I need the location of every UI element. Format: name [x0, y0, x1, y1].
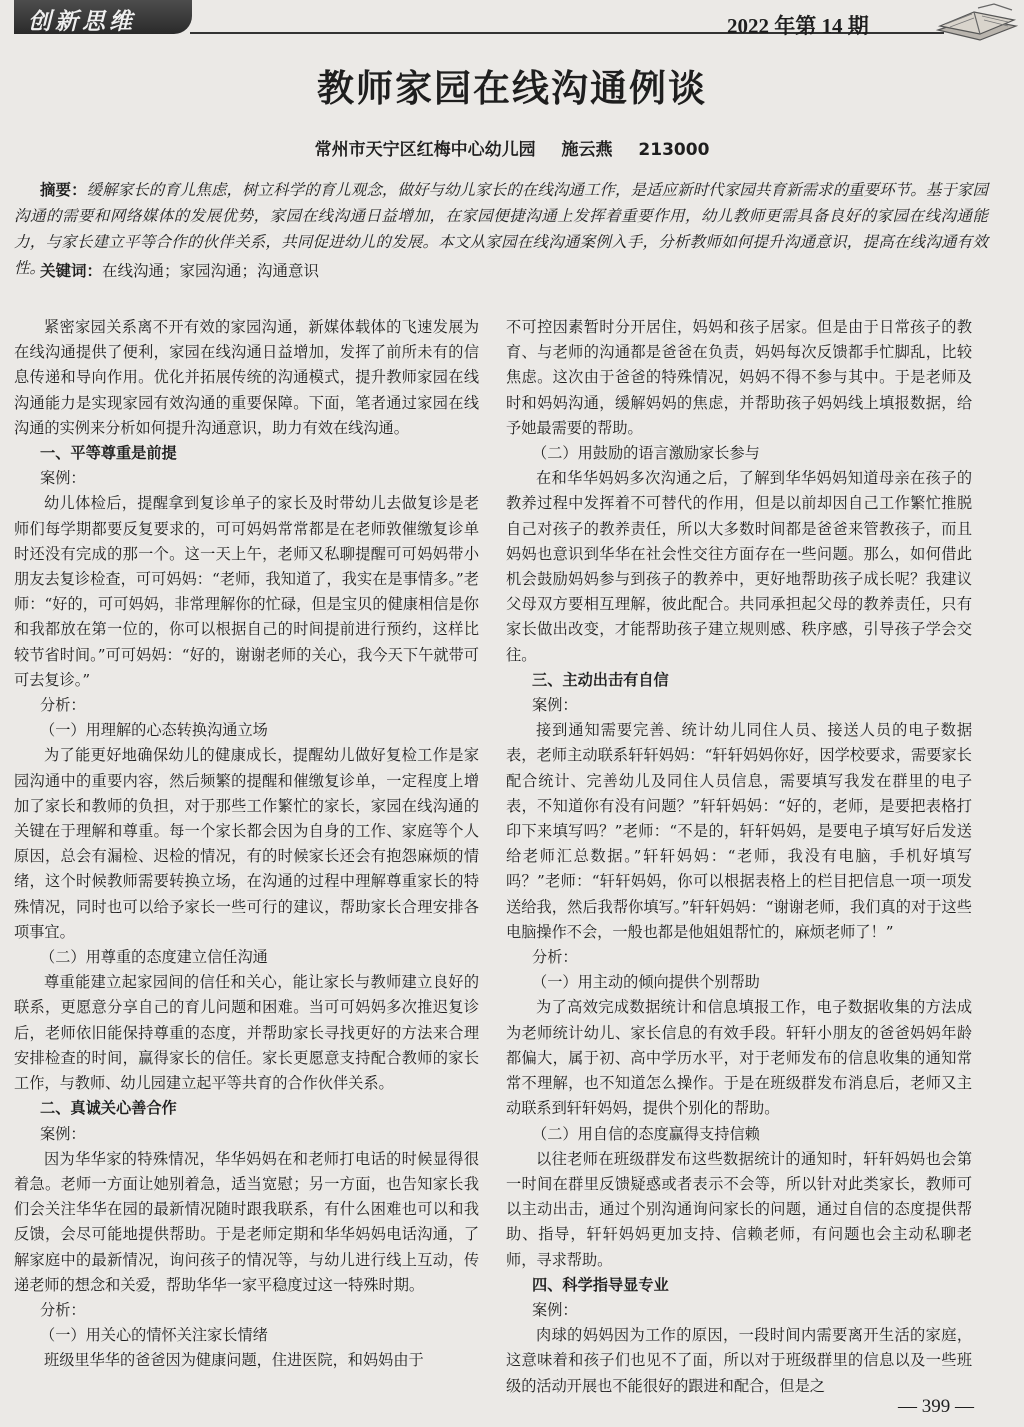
- label: 案例：: [40, 469, 86, 488]
- abstract-text: 缓解家长的育儿焦虑，树立科学的育儿观念，做好与幼儿家长的在线沟通工作，是适应新时代家园共育新需求的重要环节。基于家园沟通的需要和网络媒体的发展优势，家园在线沟通日益增加，在家园便捷沟通上发挥着重要作用，幼儿教师更需具备良好的家园在线沟通能力，与家长建立平等合作的伙伴关系，共同促进幼儿的发展。本文从家园在线沟通案例入手，分析教师如何提升沟通意识，提高在线沟通有效性。: [14, 181, 988, 277]
- label: 案例：: [532, 1300, 578, 1319]
- author-line: [0, 135, 1024, 160]
- paragraph: 为了高效完成数据统计和信息填报工作，电子数据收集的方法成为老师统计幼儿、家长信息的有效手段。轩轩小朋友的爸爸妈妈年龄都偏大，属于初、高中学历水平，对于老师发布的信息收集的通知常常不理解，也不知道怎么操作。于是在班级群发布消息后，老师又主动联系到轩轩妈妈，提供个别化的帮助。: [506, 998, 972, 1118]
- section-tag: [14, 0, 192, 34]
- section-heading: 二、真诚关心善合作: [40, 1099, 177, 1118]
- label: 分析：: [40, 1300, 86, 1319]
- label: 案例：: [40, 1124, 86, 1143]
- label: 分析：: [40, 696, 86, 715]
- subsection-heading: （一）用理解的心态转换沟通立场: [40, 721, 268, 740]
- paragraph: 因为华华家的特殊情况，华华妈妈在和老师打电话的时候显得很着急。老师一方面让她别着急，适当宽慰；另一方面，也告知家长我们会关注华华在园的最新情况随时跟我联系，有什么困难也可以和我反馈，会尽可能地提供帮助。于是老师定期和华华妈妈电话沟通，了解家庭中的最新情况，询问孩子的情况等，与幼儿进行线上互动，传递老师的想念和关爱，帮助华华一家平稳度过这一特殊时期。: [14, 1149, 479, 1294]
- paragraph: 班级里华华的爸爸因为健康问题，住进医院，和妈妈由于: [44, 1351, 424, 1370]
- section-heading: 三、主动出击有自信: [532, 670, 669, 689]
- subsection-heading: （二）用自信的态度赢得支持信赖: [532, 1124, 760, 1143]
- section-heading: 一、平等尊重是前提: [40, 444, 177, 463]
- abstract-label: 摘要：: [40, 181, 87, 199]
- author-organization: 常州市天宁区红梅中心幼儿园: [314, 140, 536, 160]
- subsection-heading: （二）用尊重的态度建立信任沟通: [40, 948, 268, 967]
- subsection-heading: （一）用关心的情怀关注家长情绪: [40, 1326, 268, 1345]
- keywords-label: 关键词：: [40, 262, 103, 280]
- paragraph: 幼儿体检后，提醒拿到复诊单子的家长及时带幼儿去做复诊是老师们每学期都要反复要求的，可可妈妈常常都是在老师敦催缴复诊单时还没有完成的那一个。这一天上午，老师又私聊提醒可可妈妈带小朋友去复诊检查，可可妈妈：“老师，我知道了，我实在是事情多。”老师：“好的，可可妈妈，非常理解你的忙碌，但是宝贝的健康相信是你和我都放在第一位的，你可以根据自己的时间提前进行预约，这样比较节省时间。”可可妈妈：“好的，谢谢老师的关心，我今天下午就带可可去复诊。”: [14, 494, 479, 689]
- book-icon: [934, 0, 1020, 46]
- left-column: [14, 315, 479, 1374]
- subsection-heading: （二）用鼓励的语言激励家长参与: [532, 444, 760, 463]
- article-title: 教师家园在线沟通例谈: [317, 67, 707, 110]
- paragraph: 不可控因素暂时分开居住，妈妈和孩子居家。但是由于日常孩子的教育、与老师的沟通都是爸爸在负责，妈妈每次反馈都手忙脚乱，比较焦虑。这次由于爸爸的特殊情况，妈妈不得不参与其中。于是老师及时和妈妈沟通，缓解妈妈的焦虑，并帮助孩子妈妈线上填报数据，给予她最需要的帮助。: [506, 318, 972, 437]
- paragraph: 为了能更好地确保幼儿的健康成长，提醒幼儿做好复检工作是家园沟通中的重要内容，然后频繁的提醒和催缴复诊单，一定程度上增加了家长和教师的负担，对于那些工作繁忙的家长，家园在线沟通的关键在于理解和尊重。每一个家长都会因为自身的工作、家庭等个人原因，总会有漏检、迟检的情况，有的时候家长还会有抱怨麻烦的情绪，这个时候教师需要转换立场，在沟通的过程中理解尊重家长的特殊情况，同时也可以给予家长一些可行的建议，帮助家长合理安排各项事宜。: [14, 746, 479, 941]
- label: 案例：: [532, 696, 578, 715]
- paragraph: 在和华华妈妈多次沟通之后，了解到华华妈妈知道母亲在孩子的教养过程中发挥着不可替代的作用，但是以前却因自己工作繁忙推脱自己对孩子的教养责任，所以大多数时间都是爸爸来管教孩子，而且妈妈也意识到华华在社会性交往方面存在一些问题。那么，如何借此机会鼓励妈妈参与到孩子的教养中，更好地帮助孩子成长呢？我建议父母双方要相互理解，彼此配合。共同承担起父母的教养责任，只有家长做出改变，才能帮助孩子建立规则感、秩序感，引导孩子学会交往。: [506, 469, 972, 664]
- subsection-heading: （一）用主动的倾向提供个别帮助: [532, 973, 760, 992]
- page-number: — 399 —: [898, 1396, 974, 1417]
- paragraph: 尊重能建立起家园间的信任和关心，能让家长与教师建立良好的联系，更愿意分享自己的育儿问题和困难。当可可妈妈多次推迟复诊后，老师依旧能保持尊重的态度，并帮助家长寻找更好的方法来合理安排检查的时间，赢得家长的信任。家长更愿意支持配合教师的家长工作，与教师、幼儿园建立起平等共育的合作伙伴关系。: [14, 973, 479, 1093]
- label: 分析：: [532, 948, 578, 967]
- paragraph: 肉球的妈妈因为工作的原因，一段时间内需要离开生活的家庭，这意味着和孩子们也见不了面，所以对于班级群里的信息以及一些班级的活动开展也不能很好的跟进和配合，但是之: [506, 1326, 972, 1395]
- section-heading: 四、科学指导显专业: [532, 1275, 669, 1294]
- keywords: [40, 259, 319, 281]
- issue-number: 2022 年第 14 期: [727, 14, 869, 38]
- keywords-text: 在线沟通；家园沟通；沟通意识: [102, 262, 320, 280]
- paragraph: 以往老师在班级群发布这些数据统计的通知时，轩轩妈妈也会第一时间在群里反馈疑惑或者表示不会等，所以针对此类家长，教师可以主动出击，通过个别沟通询问家长的问题，通过自信的态度提供帮助、指导，轩轩妈妈更加支持、信赖老师，有问题也会主动私聊老师，寻求帮助。: [506, 1149, 972, 1269]
- paragraph: 紧密家园关系离不开有效的家园沟通，新媒体载体的飞速发展为在线沟通提供了便利，家园在线沟通日益增加，发挥了前所未有的信息传递和导向作用。优化并拓展传统的沟通模式，提升教师家园在线沟通能力是实现家园有效沟通的重要保障。下面，笔者通过家园在线沟通的实例来分析如何提升沟通意识，助力有效在线沟通。: [14, 318, 479, 437]
- right-column: [506, 315, 972, 1399]
- author-name: 施云燕: [561, 140, 613, 160]
- section-tag-label: 创新思维: [28, 8, 136, 35]
- postcode: 213000: [638, 140, 710, 160]
- paragraph: 接到通知需要完善、统计幼儿同住人员、接送人员的电子数据表，老师主动联系轩轩妈妈：“轩轩妈妈你好，因学校要求，需要家长配合统计、完善幼儿及同住人员信息，需要填写我发在群里的电子表，不知道你有没有问题？”轩轩妈妈：“好的，老师，是要把表格打印下来填写吗？”老师：“不是的，轩轩妈妈，是要电子填写好后发送给老师汇总数据。”轩轩妈妈：“老师，我没有电脑，手机好填写吗？”老师：“轩轩妈妈，你可以根据表格上的栏目把信息一项一项发送给我，然后我帮你填写。”轩轩妈妈：“谢谢老师，我们真的对于这些电脑操作不会，一般也都是他姐姐帮忙的，麻烦老师了！”: [506, 721, 972, 941]
